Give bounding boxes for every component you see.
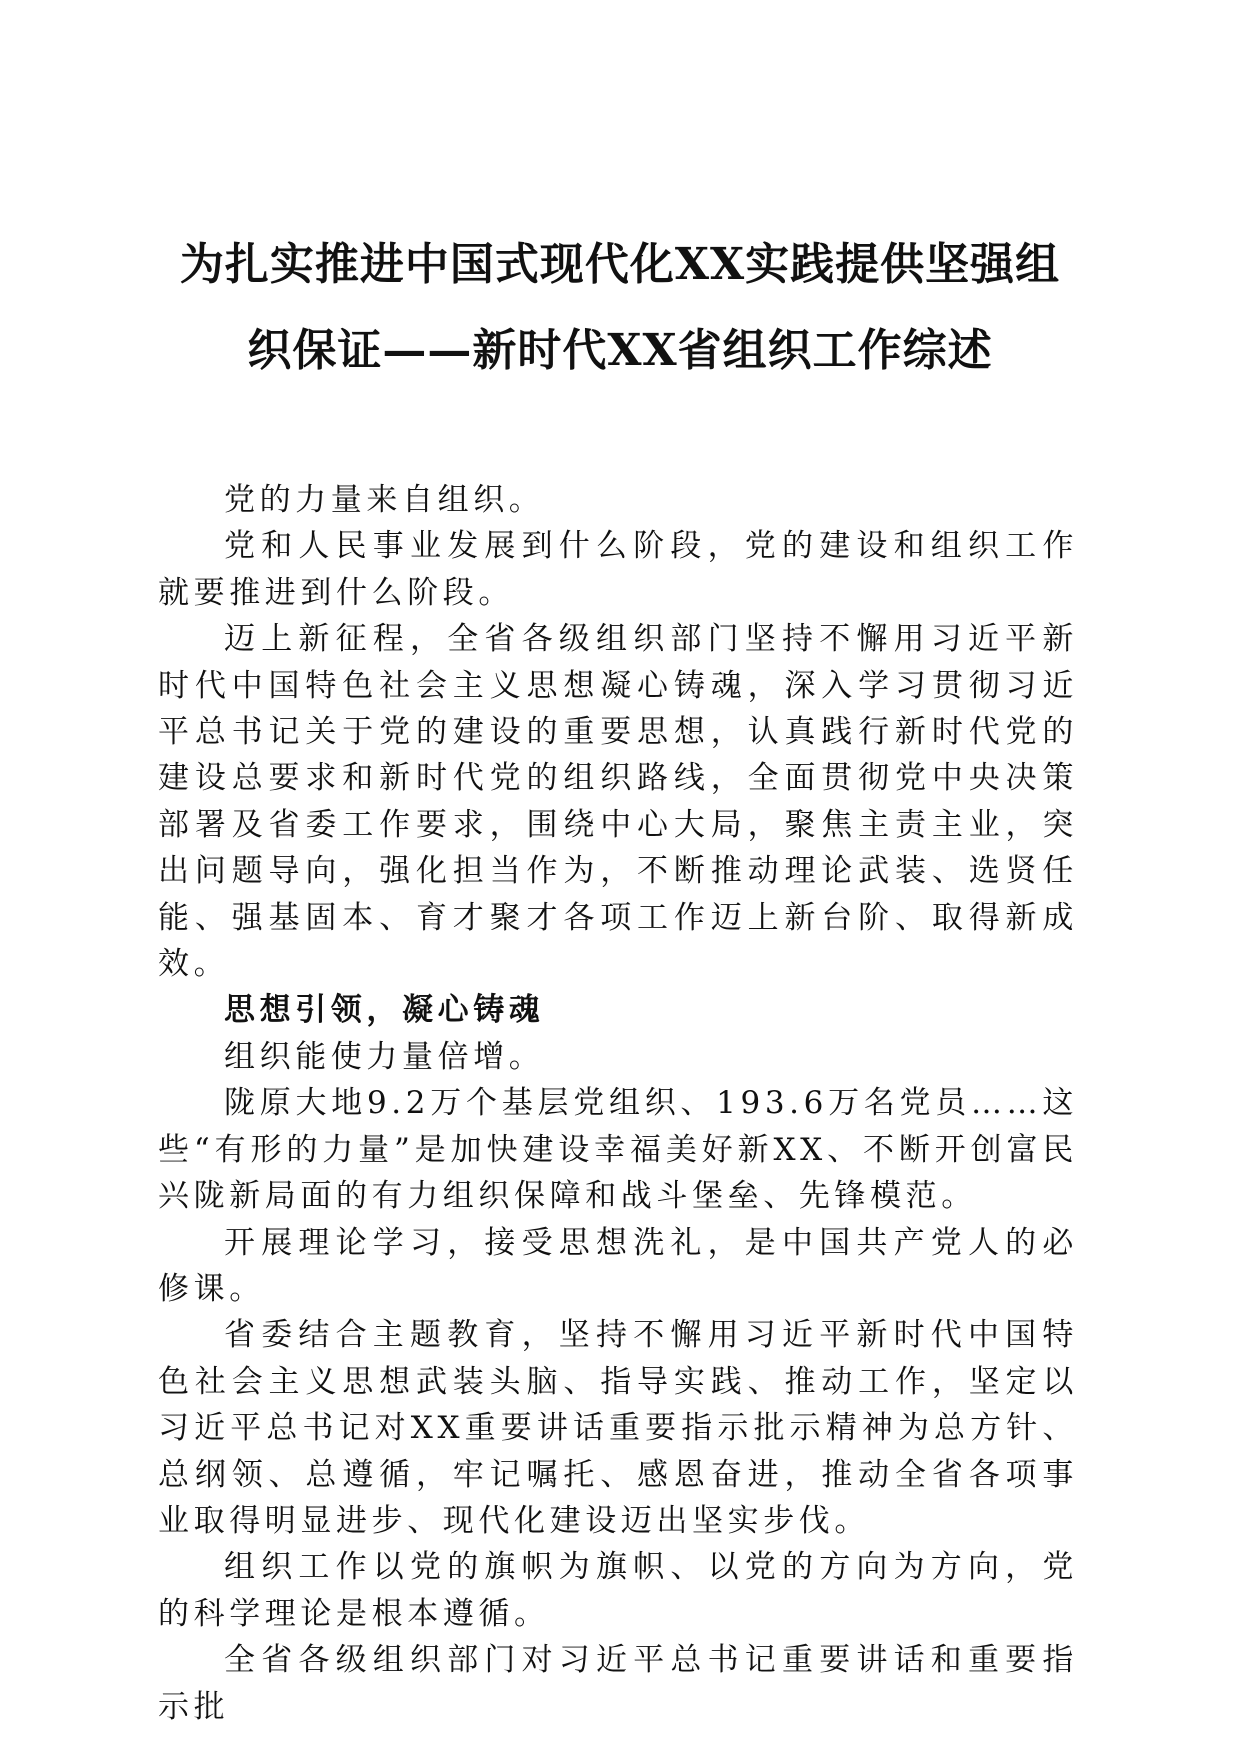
title-line-1: 为扎实推进中国式现代化XX实践提供坚强组 bbox=[179, 239, 1061, 290]
document-title bbox=[140, 222, 1100, 394]
paragraph: 组织工作以党的旗帜为旗帜、以党的方向为方向，党的科学理论是根本遵循。 bbox=[158, 1549, 1078, 1632]
paragraph: 组织能使力量倍增。 bbox=[224, 1038, 545, 1075]
paragraph: 党和人民事业发展到什么阶段，党的建设和组织工作就要推进到什么阶段。 bbox=[158, 528, 1078, 611]
paragraph: 全省各级组织部门对习近平总书记重要讲话和重要指示批 bbox=[158, 1642, 1078, 1725]
paragraph: 迈上新征程，全省各级组织部门坚持不懈用习近平新时代中国特色社会主义思想凝心铸魂，深入学习贯彻习近平总书记关于党的建设的重要思想，认真践行新时代党的建设总要求和新时代党的组织路线，全面贯彻党中央决策部署及省委工作要求，围绕中心大局，聚焦主责主业，突出问题导向，强化担当作为，不断推动理论武装、选贤任能、强基固本、育才聚才各项工作迈上新台阶、取得新成效。 bbox=[158, 621, 1078, 983]
paragraph: 党的力量来自组织。 bbox=[224, 482, 545, 518]
paragraph: 省委结合主题教育，坚持不懈用习近平新时代中国特色社会主义思想武装头脑、指导实践、推动工作，坚定以习近平总书记对XX重要讲话重要指示批示精神为总方针、总纲领、总遵循，牢记嘱托、感恩奋进，推动全省各项事业取得明显进步、现代化建设迈出坚实步伐。 bbox=[158, 1317, 1078, 1539]
document-body bbox=[158, 477, 1078, 1730]
paragraph: 陇原大地9.2万个基层党组织、193.6万名党员……这些“有形的力量”是加快建设幸福美好新XX、不断开创富民兴陇新局面的有力组织保障和战斗堡垒、先锋模范。 bbox=[158, 1085, 1078, 1215]
section-heading: 思想引领，凝心铸魂 bbox=[224, 992, 545, 1029]
paragraph: 开展理论学习，接受思想洗礼，是中国共产党人的必修课。 bbox=[158, 1224, 1078, 1307]
title-line-2: 织保证——新时代XX省组织工作综述 bbox=[247, 325, 993, 376]
